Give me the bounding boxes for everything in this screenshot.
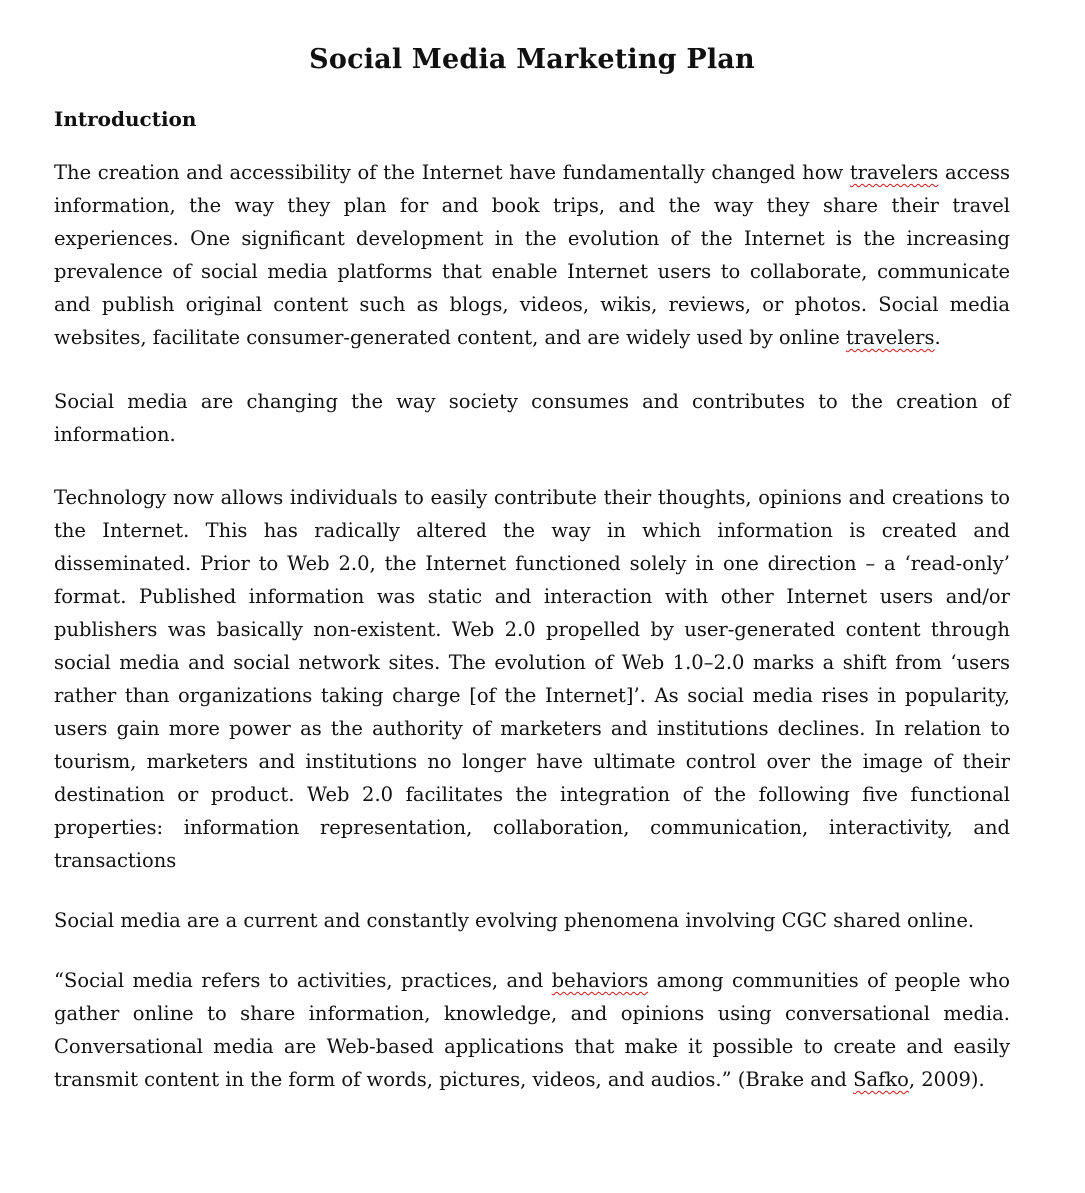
paragraph-text: The creation and accessibility of the Internet have fundamentally changed how (54, 161, 850, 184)
paragraph-web-technology: Technology now allows individuals to easily contribute their thoughts, opinions and creations to the Internet. This has radically altered the way in which information is created and disseminated. Prior to Web 2.0, the Internet functioned solely in one direction – a ‘read-only’ format. Published information was static and interaction with other Internet users and/or publishers was basically non-existent. Web 2.0 propelled by user-generated content through social media and social network sites. The evolution of Web 1.0–2.0 marks a shift from ‘users rather than organizations taking charge [of the Internet]’. As social media rises in popularity, users gain more power as the authority of marketers and institutions declines. In relation to tourism, marketers and institutions no longer have ultimate control over the image of their destination or product. Web 2.0 facilitates the integration of the following five functional properties: information representation, collaboration, communication, interactivity, and transactions (54, 486, 1010, 872)
spellcheck-flagged-word[interactable]: travelers (846, 326, 935, 349)
paragraph-spacer (54, 877, 1010, 904)
paragraph-spacer (54, 937, 1010, 964)
paragraph-text: , 2009). (908, 1068, 985, 1091)
paragraph-internet-travel (54, 156, 1010, 354)
paragraph-society-information: Social media are changing the way society consumes and contributes to the creation of information. (54, 390, 1010, 446)
paragraph-spacer (54, 354, 1010, 385)
paragraph-quote-definition (54, 964, 1010, 1096)
spellcheck-flagged-word[interactable]: travelers (849, 161, 939, 184)
paragraph-text: . (934, 326, 941, 349)
spellcheck-flagged-word[interactable]: Safko (853, 1068, 909, 1091)
paragraph-text: among communities of people who gather online to share information, knowledge, and opinions using conversational media. Conversational media are Web-based applications that make it possible to create and easily transmit content in the form of words, pictures, videos, and audios.” (Brake and (54, 969, 1010, 1091)
document-page (54, 40, 1010, 1096)
paragraph-text: access information, the way they plan for and book trips, and the way they share their travel experiences. One significant development in the evolution of the Internet is the increasing prevalence of social media platforms that enable Internet users to collaborate, communicate and publish original content such as blogs, videos, wikis, reviews, or photos. Social media websites, facilitate consumer-generated content, and are widely used by online (54, 161, 1010, 349)
spellcheck-flagged-word[interactable]: behaviors (551, 969, 649, 992)
section-heading-introduction: Introduction (54, 107, 197, 131)
document-title: Social Media Marketing Plan (309, 44, 755, 75)
paragraph-text: “Social media refers to activities, practices, and (54, 969, 552, 992)
paragraph-cgc-phenomena: Social media are a current and constantly evolving phenomena involving CGC shared online. (54, 909, 975, 932)
paragraph-spacer (54, 451, 1010, 481)
